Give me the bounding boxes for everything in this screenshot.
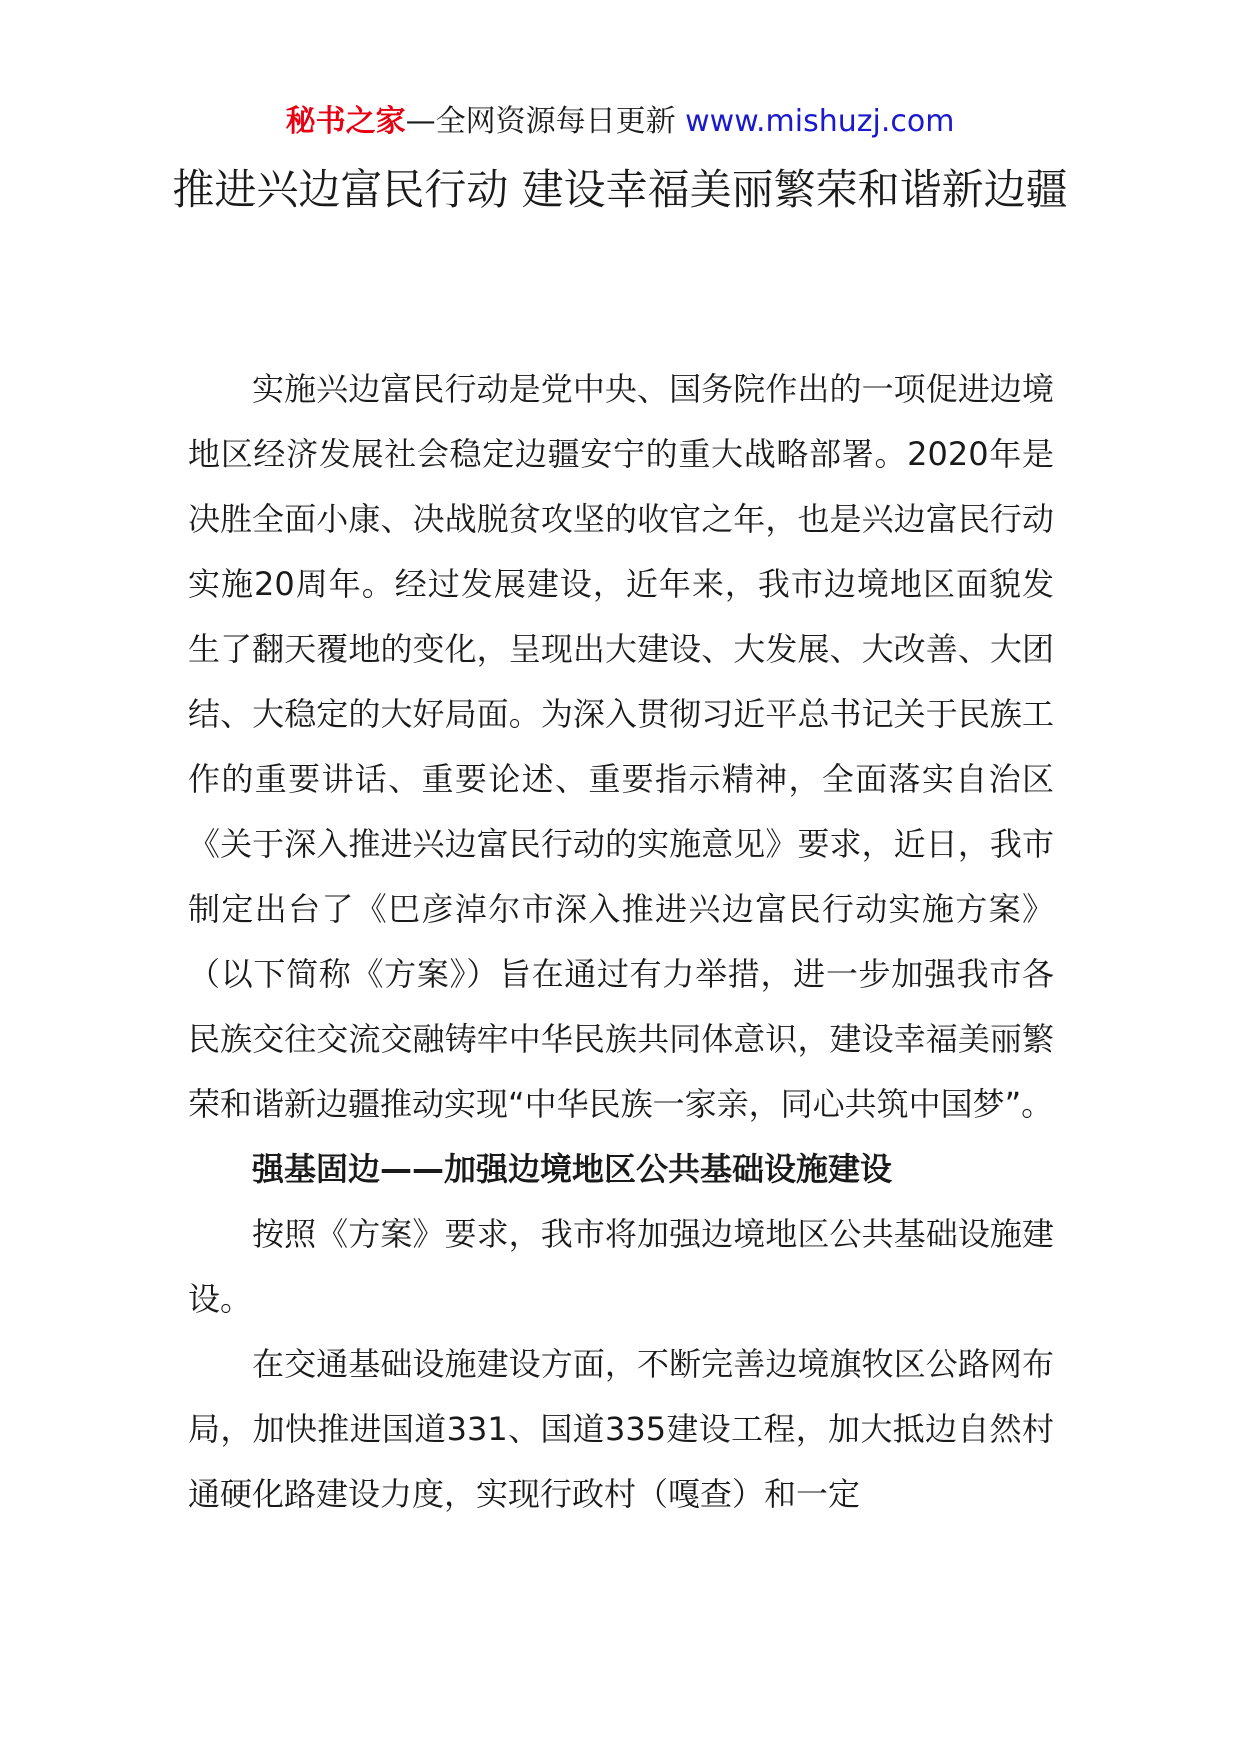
site-url-link[interactable]: www.mishuzj.com bbox=[685, 104, 955, 139]
document-title: 推进兴边富民行动 建设幸福美丽繁荣和谐新边疆 bbox=[172, 165, 1068, 214]
document-body bbox=[188, 357, 1054, 1527]
brand-name: 秘书之家 bbox=[285, 104, 406, 139]
body-paragraph: 按照《方案》要求，我市将加强边境地区公共基础设施建设。 bbox=[188, 1215, 1054, 1318]
body-paragraph: 在交通基础设施建设方面，不断完善边境旗牧区公路网布局，加快推进国道331、国道335建设工程，加大抵边自然村通硬化路建设力度，实现行政村（嘎查）和一定 bbox=[188, 1345, 1054, 1513]
header-tagline: —全网资源每日更新 bbox=[405, 104, 686, 139]
section-heading: 强基固边——加强边境地区公共基础设施建设 bbox=[252, 1150, 893, 1188]
intro-paragraph: 实施兴边富民行动是党中央、国务院作出的一项促进边境地区经济发展社会稳定边疆安宁的重大战略部署。2020年是决胜全面小康、决战脱贫攻坚的收官之年，也是兴边富民行动实施20周年。经过发展建设，近年来，我市边境地区面貌发生了翻天覆地的变化，呈现出大建设、大发展、大改善、大团结、大稳定的大好局面。为深入贯彻习近平总书记关于民族工作的重要讲话、重要论述、重要指示精神，全面落实自治区《关于深入推进兴边富民行动的实施意见》要求，近日，我市制定出台了《巴彦淖尔市深入推进兴边富民行动实施方案》（以下简称《方案》）旨在通过有力举措，进一步加强我市各民族交往交流交融铸牢中华民族共同体意识，建设幸福美丽繁荣和谐新边疆推动实现“中华民族一家亲，同心共筑中国梦”。 bbox=[188, 370, 1054, 1123]
site-header bbox=[0, 100, 1240, 144]
